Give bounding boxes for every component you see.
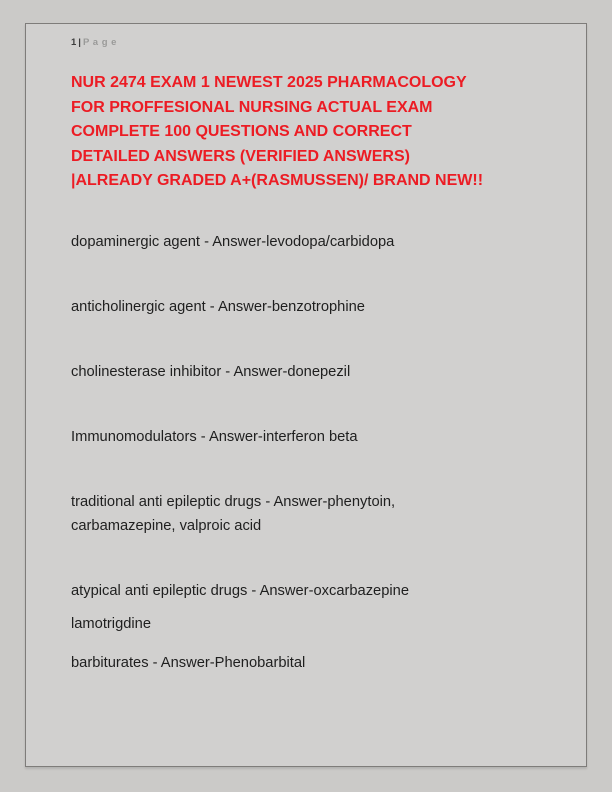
document-page xyxy=(25,23,587,767)
qa-text: Immunomodulators - Answer-interferon beta xyxy=(71,429,358,445)
page-header xyxy=(71,37,117,49)
page-label: P a g e xyxy=(82,37,117,48)
qa-text: atypical anti epileptic drugs - Answer-oxcarbazepine xyxy=(71,583,409,599)
qa-item xyxy=(71,425,551,449)
title-line: DETAILED ANSWERS (VERIFIED ANSWERS) xyxy=(71,147,410,165)
title-line: NUR 2474 EXAM 1 NEWEST 2025 PHARMACOLOGY xyxy=(71,74,467,91)
qa-list xyxy=(71,230,551,716)
qa-item xyxy=(71,295,551,319)
qa-text: carbamazepine, valproic acid xyxy=(71,518,262,534)
qa-text: traditional anti epileptic drugs - Answer-phenytoin, xyxy=(71,494,396,510)
qa-text: anticholinergic agent - Answer-benzotrophine xyxy=(71,299,365,315)
qa-text: lamotrigdine xyxy=(71,616,152,632)
qa-item xyxy=(71,360,551,384)
qa-item xyxy=(71,651,551,675)
qa-item xyxy=(71,230,551,254)
title-line: FOR PROFFESIONAL NURSING ACTUAL EXAM xyxy=(71,98,433,116)
qa-text: barbiturates - Answer-Phenobarbital xyxy=(71,654,306,671)
qa-text: cholinesterase inhibitor - Answer-donepezil xyxy=(71,364,351,380)
page-number-separator: | xyxy=(78,37,81,48)
document-title xyxy=(71,71,551,194)
title-line: |ALREADY GRADED A+(RASMUSSEN)/ BRAND NEW!! xyxy=(71,172,484,189)
qa-text: dopaminergic agent - Answer-levodopa/carbidopa xyxy=(71,234,395,250)
page-number: 1 xyxy=(71,37,77,48)
title-line: COMPLETE 100 QUESTIONS AND CORRECT xyxy=(71,123,412,140)
